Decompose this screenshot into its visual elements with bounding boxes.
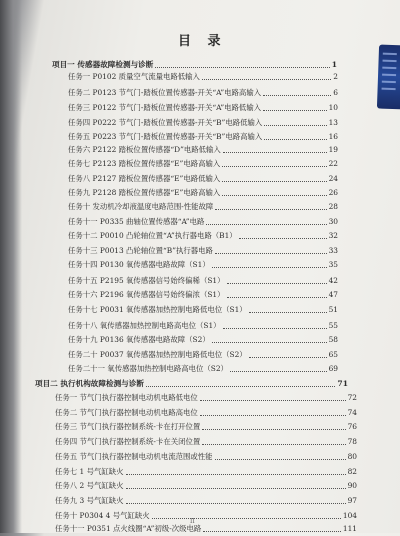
toc-leader-dots [227,296,327,298]
toc-task-row [55,479,357,493]
toc-page-number: 58 [328,335,338,344]
toc-task-row [68,258,338,272]
toc-task-row [55,450,357,464]
toc-page-number: 55 [328,321,338,330]
toc-entry-label: 任务十 发动机冷却液温度电路范围-性能故障 [68,202,214,211]
toc-entry-label: 任务十七 P0031 氧传感器加热控制电路低电位（S1） [68,305,247,314]
toc-task-row [55,465,357,479]
toc-entry-label: 任务二 P0123 节气门-踏板位置传感器-开关“A”电路高输入 [68,88,262,97]
toc-leader-dots [264,138,326,140]
toc-page-number: 13 [328,118,338,127]
toc-entry-label: 任务四 节气门执行器控制系统-卡在关闭位置 [55,437,201,446]
toc-leader-dots [202,443,345,445]
toc-task-row [55,522,357,536]
toc-leader-dots [200,414,346,416]
toc-entry-label: 任务六 P2122 踏板位置传感器“D”电路低输入 [68,145,221,154]
toc-leader-dots [249,311,327,313]
toc-page-number: 2 [333,72,338,81]
toc-entry-label: 任务十二 P0010 凸轮轴位置“A”执行器电路（B1） [68,231,237,240]
toc-entry-label: 任务九 P2128 踏板位置传感器“E”电路高输入 [68,188,221,197]
toc-page-number: 78 [347,437,357,446]
page-binding-shadow [0,0,22,533]
toc-leader-dots [126,487,346,489]
toc-page-number: 76 [347,422,357,431]
toc-entry-label: 任务三 P0122 节气门-踏板位置传感器-开关“A”电路低输入 [68,103,262,112]
toc-leader-dots [212,266,327,268]
toc-leader-dots [126,502,346,504]
toc-leader-dots [215,458,346,460]
toc-task-row [55,420,357,434]
toc-leader-dots [155,66,329,68]
toc-entry-label: 任务八 P2127 踏板位置传感器“E”电路低输入 [68,174,221,183]
blue-sticker [377,44,400,109]
toc-task-row [68,215,338,229]
toc-entry-label: 任务一 节气门执行器控制电动机电路低电位 [55,393,198,402]
toc-task-row [68,130,338,144]
toc-page-number: 65 [328,350,338,359]
toc-page-number: 42 [328,276,338,285]
toc-page-number: 28 [328,202,338,211]
toc-page-number: 24 [328,174,338,183]
footer-page-number: II [190,518,195,525]
toc-leader-dots [206,223,326,225]
toc-leader-dots [126,473,346,475]
toc-entry-label: 任务十八 氧传感器加热控制电路高电位（S1） [68,321,221,330]
toc-page-number: 6 [333,88,338,97]
toc-task-row [55,494,357,508]
toc-leader-dots [263,94,331,96]
toc-entry-label: 任务五 节气门执行器控制电动机电流范围或性能 [55,452,213,461]
toc-task-row [68,116,338,130]
toc-page-number: 10 [328,103,338,112]
toc-task-row [55,435,357,449]
toc-page-number: 74 [347,408,357,417]
toc-page-number: 19 [328,145,338,154]
toc-task-row [68,172,338,186]
toc-leader-dots [202,428,345,430]
toc-entry-label: 任务十六 P2196 氧传感器信号始终偏浓（S1） [68,290,225,299]
toc-page-number: 90 [347,481,357,490]
toc-task-row [68,274,338,288]
toc-page-number: 51 [328,305,338,314]
toc-leader-dots [203,530,341,532]
toc-page-number: 16 [328,132,338,141]
toc-entry-label: 任务十三 P0013 凸轮轴位置“B”执行器电路 [68,246,213,255]
toc-leader-dots [215,208,326,210]
toc-page-number: 80 [347,452,357,461]
toc-leader-dots [263,109,326,111]
toc-page-number: 26 [328,188,338,197]
toc-task-row [68,200,338,214]
toc-task-row [68,333,338,347]
toc-leader-dots [227,282,327,284]
toc-leader-dots [215,252,327,254]
toc-page-number: 47 [328,290,338,299]
toc-entry-label: 项目一 传感器故障检测与诊断 [52,60,154,69]
toc-task-row [68,101,338,115]
toc-leader-dots [146,385,335,387]
toc-task-row [68,143,338,157]
toc-task-row [68,362,338,376]
toc-task-row [68,86,338,100]
toc-leader-dots [202,78,331,80]
toc-page-number: 71 [337,379,348,388]
toc-entry-label: 任务五 P0223 节气门-踏板位置传感器-开关“B”电路高输入 [68,132,263,141]
toc-entry-label: 任务十九 P0136 氧传感器电路故障（S2） [68,335,210,344]
toc-leader-dots [223,151,327,153]
toc-page-number: 1 [331,60,337,69]
toc-task-row [55,406,357,420]
toc-entry-label: 项目二 执行机构故障检测与诊断 [35,379,144,388]
toc-leader-dots [230,370,327,372]
toc-task-row [68,157,338,171]
toc-leader-dots [200,399,346,401]
toc-page-number: 22 [328,159,338,168]
toc-entry-label: 任务七 P2123 踏板位置传感器“E”电路高输入 [68,159,221,168]
toc-page-number: 33 [328,246,338,255]
toc-leader-dots [222,194,326,196]
toc-leader-dots [223,327,327,329]
toc-task-row [68,70,338,84]
toc-leader-dots [264,124,326,126]
toc-page-number: 30 [328,217,338,226]
toc-page-number: 97 [347,496,357,505]
toc-entry-label: 任务一 P0102 质量空气流量电路低输入 [68,72,200,81]
toc-leader-dots [249,356,327,358]
toc-task-row [68,319,338,333]
toc-entry-label: 任务十 P0304 4 号气缸缺火 [55,511,150,520]
toc-task-row [68,348,338,362]
toc-leader-dots [152,517,341,519]
toc-leader-dots [239,237,327,239]
toc-leader-dots [222,165,326,167]
toc-task-row [55,509,357,523]
toc-entry-label: 任务三 节气门执行器控制系统-卡在打开位置 [55,422,201,431]
toc-leader-dots [212,341,327,343]
toc-entry-label: 任务十一 P0351 点火线圈“A”初级-次级电路 [55,524,202,533]
toc-leader-dots [222,180,326,182]
toc-task-row [68,244,338,258]
page-title: 目 录 [178,34,227,49]
toc-page-number: 72 [347,393,357,402]
toc-entry-label: 任务九 3 号气缸缺火 [55,496,124,505]
toc-page-number: 35 [328,260,338,269]
toc-task-row [68,288,338,302]
toc-project-row [35,377,348,391]
toc-entry-label: 任务二十 P0037 氧传感器加热控制电路低电位（S2） [68,350,247,359]
toc-entry-label: 任务十四 P0130 氧传感器电路故障（S1） [68,260,210,269]
toc-entry-label: 任务七 1 号气缸缺火 [55,467,124,476]
toc-page-number: 82 [347,467,357,476]
toc-entry-label: 任务八 2 号气缸缺火 [55,481,124,490]
toc-entry-label: 任务二十一 氧传感器加热控制电路高电位（S2） [68,364,228,373]
toc-page-number: 104 [342,511,357,520]
toc-page-number: 69 [328,364,338,373]
toc-task-row [68,229,338,243]
toc-page-number: 111 [342,524,357,533]
toc-entry-label: 任务十五 P2195 氧传感器信号始终偏稀（S1） [68,276,225,285]
toc-task-row [68,303,338,317]
toc-entry-label: 任务四 P0222 节气门-踏板位置传感器-开关“B”电路低输入 [68,118,263,127]
toc-page-number: 32 [328,231,338,240]
toc-task-row [68,186,338,200]
toc-entry-label: 任务十一 P0335 曲轴位置传感器“A”电路 [68,217,205,226]
toc-entry-label: 任务二 节气门执行器控制电动机电路高电位 [55,408,198,417]
toc-task-row [55,391,357,405]
